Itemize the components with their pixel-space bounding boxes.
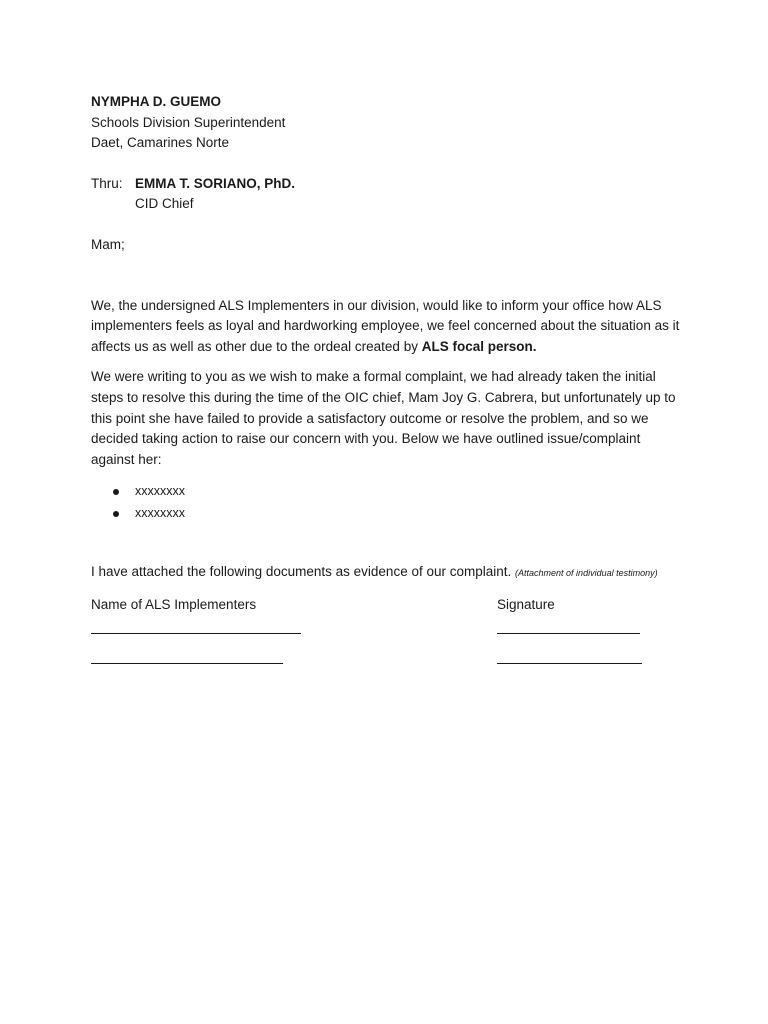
paragraph-complaint: We were writing to you as we wish to make a formal complaint, we had already taken the initial steps to resolve this during the time of the OIC chief, Mam Joy G. Cabrera, but unfortunately up to this point she have failed to provide a satisfactory outcome or resolve the problem, and so we decided taking action to raise our concern with you. Below we have outlined issue/complaint against her: bbox=[91, 369, 676, 467]
letter-body bbox=[91, 92, 691, 675]
list-item bbox=[113, 502, 691, 524]
thru-label: Thru: bbox=[91, 175, 123, 191]
thru-name: EMMA T. SORIANO, PhD. bbox=[135, 175, 296, 191]
name-blank-line[interactable] bbox=[91, 633, 301, 634]
signature-row bbox=[91, 645, 691, 675]
evidence-line bbox=[91, 562, 691, 583]
salutation: Mam; bbox=[91, 236, 125, 252]
recipient-location: Daet, Camarines Norte bbox=[91, 135, 230, 151]
list-item-text: xxxxxxxx bbox=[135, 506, 185, 521]
thru-block bbox=[91, 174, 691, 215]
signature-row bbox=[91, 615, 691, 645]
recipient-block bbox=[91, 92, 691, 154]
evidence-text: I have attached the following documents as evidence of our complaint. bbox=[91, 564, 512, 580]
complaint-list bbox=[91, 480, 691, 524]
name-blank-line[interactable] bbox=[91, 663, 283, 664]
paragraph-intro bbox=[91, 296, 683, 358]
bullet-icon bbox=[113, 489, 119, 495]
signature-blank-line[interactable] bbox=[497, 633, 640, 634]
recipient-name: NYMPHA D. GUEMO bbox=[91, 94, 222, 109]
recipient-title: Schools Division Superintendent bbox=[91, 114, 286, 130]
list-item bbox=[113, 480, 691, 502]
name-column-header: Name of ALS Implementers bbox=[91, 597, 257, 613]
paragraph-intro-text: We, the undersigned ALS Implementers in our division, would like to inform your office how ALS implementers feels as loyal and hardworking employee, we feel concerned about the situation as it affects us as well as other due to the ordeal created by bbox=[91, 297, 680, 354]
signature-column-header: Signature bbox=[497, 597, 555, 613]
signature-blank-line[interactable] bbox=[497, 663, 642, 664]
list-item-text: xxxxxxxx bbox=[135, 484, 185, 499]
paragraph-intro-bold: ALS focal person. bbox=[421, 338, 537, 354]
bullet-icon bbox=[113, 511, 119, 517]
thru-title: CID Chief bbox=[135, 196, 194, 212]
attachment-note: (Attachment of individual testimony) bbox=[515, 568, 658, 579]
signature-table-header bbox=[91, 595, 691, 615]
